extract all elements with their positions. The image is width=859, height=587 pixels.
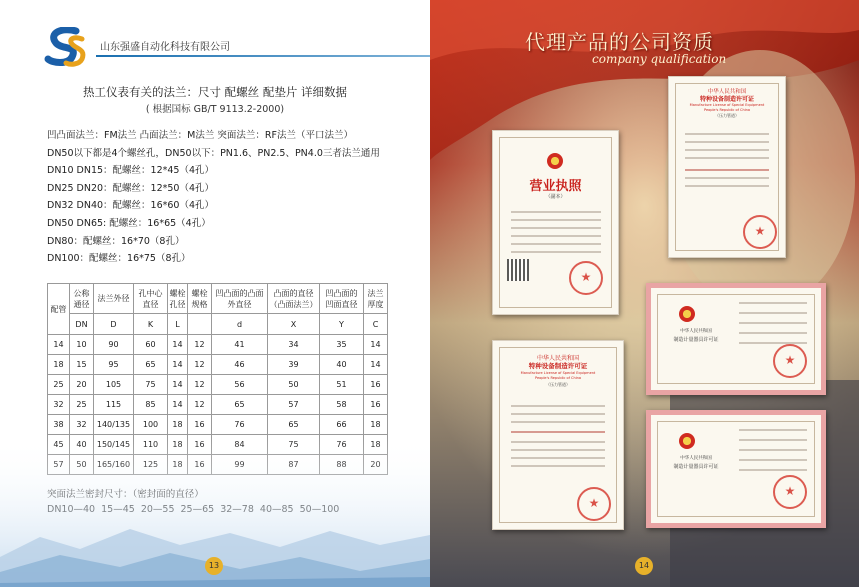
table-cell: 32 [48, 395, 70, 415]
table-cell: 60 [134, 335, 168, 355]
cert-country: 中华人民共和国 [707, 89, 747, 95]
text-line [739, 302, 807, 304]
table-cell: 15 [70, 355, 94, 375]
qr-code-icon [507, 259, 529, 281]
table-cell: 46 [212, 355, 268, 375]
text-line [511, 421, 605, 423]
column-header-line: 凹面直径 [325, 299, 358, 309]
table-cell: 10 [70, 335, 94, 355]
table-cell: 39 [268, 355, 320, 375]
measuring-license-cert [646, 283, 826, 395]
table-cell: 100 [134, 415, 168, 435]
cert-en-country: People's Republic of China [703, 108, 751, 112]
text-line [739, 439, 807, 441]
column-header-line: 通径 [73, 299, 90, 309]
table-cell: 12 [188, 335, 212, 355]
note-line: DN10 DN15：配螺丝：12*45（4孔） [47, 165, 215, 177]
table-cell: 65 [268, 415, 320, 435]
column-code: d [212, 314, 268, 335]
page-number: 14 [635, 557, 653, 575]
text-line [739, 459, 807, 461]
column-header [168, 284, 188, 314]
cert-title: 特种设备制造许可证 [528, 362, 588, 370]
national-emblem-icon [679, 433, 695, 449]
measuring-license-cert [646, 410, 826, 528]
table-cell: 34 [268, 335, 320, 355]
cert-title: 制造计量器具许可证 [673, 464, 719, 470]
cert-kind: （压力管道） [715, 113, 739, 118]
column-header-line: 法兰外径 [97, 294, 130, 303]
red-seal-stamp [773, 475, 807, 509]
table-cell: 57 [268, 395, 320, 415]
table-cell: 16 [188, 415, 212, 435]
text-line [511, 227, 601, 229]
column-header-line: 凹凸面的凸面 [215, 288, 264, 298]
column-code: Y [320, 314, 364, 335]
text-line [739, 429, 807, 431]
table-cell: 95 [94, 355, 134, 375]
text-line [739, 469, 807, 471]
qualification-subtitle: company qualification [592, 52, 727, 66]
text-line [511, 431, 605, 433]
table-cell: 75 [134, 375, 168, 395]
table-cell: 140/135 [94, 415, 134, 435]
standard-reference: ( 根据国标 GB/T 9113.2-2000) [145, 104, 285, 115]
table-cell: 12 [188, 355, 212, 375]
table-cell: 18 [48, 355, 70, 375]
note-line: DN50 DN65: 配螺丝：16*65（4孔） [47, 217, 211, 229]
table-cell: 32 [70, 415, 94, 435]
column-header [212, 284, 268, 314]
note-line: DN80：配螺丝：16*70（8孔） [47, 235, 185, 247]
column-header-line: 孔径 [169, 299, 186, 309]
text-line [511, 449, 605, 451]
column-code [188, 314, 212, 335]
text-line [511, 251, 601, 253]
table-cell: 51 [320, 375, 364, 395]
table-cell: 12 [188, 375, 212, 395]
national-emblem-icon [679, 306, 695, 322]
column-header [70, 284, 94, 314]
text-line [739, 322, 807, 324]
table-cell: 40 [320, 355, 364, 375]
column-code: L [168, 314, 188, 335]
table-cell: 14 [168, 395, 188, 415]
table-cell: 50 [268, 375, 320, 395]
text-line [511, 413, 605, 415]
text-line [685, 169, 769, 171]
column-header-line: 凸面的直径 [273, 288, 314, 298]
table-header-row [48, 284, 388, 314]
column-code: C [364, 314, 388, 335]
red-seal-stamp [773, 344, 807, 378]
table-row [48, 355, 388, 375]
text-line [511, 441, 605, 443]
column-header-line: 配管 [50, 304, 67, 314]
table-cell: 58 [320, 395, 364, 415]
table-cell: 14 [168, 335, 188, 355]
company-name: 山东强盛自动化科技有限公司 [100, 42, 230, 53]
page-title: 热工仪表有关的法兰：尺寸 配螺丝 配垫片 详细数据 [83, 85, 347, 99]
table-cell: 65 [212, 395, 268, 415]
red-seal-stamp [577, 487, 611, 521]
text-line [685, 185, 769, 187]
flange-notes [47, 127, 380, 268]
cert-title: 特种设备制造许可证 [699, 96, 754, 103]
cert-en-title: Manufacture License of Special Equipment [689, 103, 765, 107]
column-header-line: 直径 [142, 299, 159, 309]
table-cell: 16 [364, 395, 388, 415]
table-row [48, 375, 388, 395]
table-cell: 12 [188, 395, 212, 415]
column-header-line: 法兰 [367, 288, 384, 298]
table-cell: 14 [364, 355, 388, 375]
column-code: X [268, 314, 320, 335]
national-emblem-icon [547, 153, 563, 169]
red-seal-stamp [743, 215, 777, 249]
cert-copy-label: （副本） [545, 194, 566, 200]
text-line [511, 405, 605, 407]
column-header [268, 284, 320, 314]
table-cell: 14 [48, 335, 70, 355]
table-cell: 16 [364, 375, 388, 395]
table-cell: 90 [94, 335, 134, 355]
column-header-line: 规格 [191, 299, 208, 309]
text-line [739, 312, 807, 314]
column-header-line: 螺栓 [191, 288, 208, 298]
column-code: K [134, 314, 168, 335]
equipment-license-cert [492, 340, 624, 530]
page-number: 13 [205, 557, 223, 575]
table-cell: 85 [134, 395, 168, 415]
equipment-license-cert [668, 76, 786, 258]
column-header-line: 孔中心 [138, 288, 163, 298]
cert-country: 中华人民共和国 [680, 329, 712, 334]
business-license-cert [492, 130, 619, 315]
table-cell: 105 [94, 375, 134, 395]
note-line: 凹凸面法兰：FM法兰 凸面法兰：M法兰 突面法兰：RF法兰（平口法兰） [47, 130, 353, 141]
cert-en-title: Manufacture License of Special Equipment [520, 371, 596, 375]
column-header-line: 外直径 [227, 299, 252, 309]
text-line [685, 157, 769, 159]
text-line [511, 211, 601, 213]
note-line: DN25 DN20：配螺丝：12*50（4孔） [47, 182, 215, 194]
cert-en-country: People's Republic of China [534, 376, 582, 380]
column-header-line: 螺栓 [169, 288, 186, 298]
table-cell: 115 [94, 395, 134, 415]
text-line [511, 235, 601, 237]
table-row [48, 395, 388, 415]
company-logo [42, 27, 90, 67]
table-cell: 14 [168, 375, 188, 395]
table-code-row [48, 314, 388, 335]
text-line [685, 133, 769, 135]
cert-title: 营业执照 [529, 179, 582, 194]
table-cell: 20 [70, 375, 94, 395]
table-cell: 56 [212, 375, 268, 395]
table-cell: 14 [168, 355, 188, 375]
table-cell: 41 [212, 335, 268, 355]
header-rule [96, 55, 430, 57]
table-cell: 18 [168, 415, 188, 435]
column-code: DN [70, 314, 94, 335]
cert-country: 中华人民共和国 [536, 355, 579, 362]
table-cell: 66 [320, 415, 364, 435]
column-header [134, 284, 168, 314]
cert-title: 制造计量器具许可证 [673, 337, 719, 343]
note-line: DN100：配螺丝：16*75（8孔） [47, 253, 191, 265]
text-line [511, 243, 601, 245]
table-cell: 18 [364, 415, 388, 435]
column-header-line: （凸面法兰） [269, 299, 318, 309]
text-line [685, 149, 769, 151]
cert-kind: （压力管道） [546, 382, 570, 387]
column-header [94, 284, 134, 314]
text-line [685, 177, 769, 179]
table-cell: 25 [48, 375, 70, 395]
column-header-line: 凹凸面的 [325, 288, 358, 298]
table-row [48, 335, 388, 355]
column-header [320, 284, 364, 314]
text-line [685, 141, 769, 143]
column-header-line: 厚度 [367, 299, 384, 309]
text-line [511, 465, 605, 467]
text-line [739, 332, 807, 334]
note-line: DN50以下都是4个螺丝孔，DN50以下：PN1.6、PN2.5、PN4.0三者法兰通用 [47, 147, 380, 159]
text-line [739, 342, 807, 344]
column-header [48, 284, 70, 335]
qualification-title: 代理产品的公司资质 [525, 30, 714, 54]
table-cell: 14 [364, 335, 388, 355]
table-cell: 38 [48, 415, 70, 435]
table-cell: 35 [320, 335, 364, 355]
text-line [739, 449, 807, 451]
column-header [364, 284, 388, 314]
note-line: DN32 DN40：配螺丝：16*60（4孔） [47, 200, 215, 212]
table-cell: 76 [212, 415, 268, 435]
column-code: D [94, 314, 134, 335]
right-page [430, 0, 859, 587]
red-seal-stamp [569, 261, 603, 295]
table-row [48, 415, 388, 435]
column-header [188, 284, 212, 314]
column-header-line: 公称 [73, 288, 90, 298]
table-cell: 25 [70, 395, 94, 415]
cert-country: 中华人民共和国 [680, 456, 712, 461]
text-line [511, 219, 601, 221]
table-cell: 65 [134, 355, 168, 375]
text-line [511, 457, 605, 459]
